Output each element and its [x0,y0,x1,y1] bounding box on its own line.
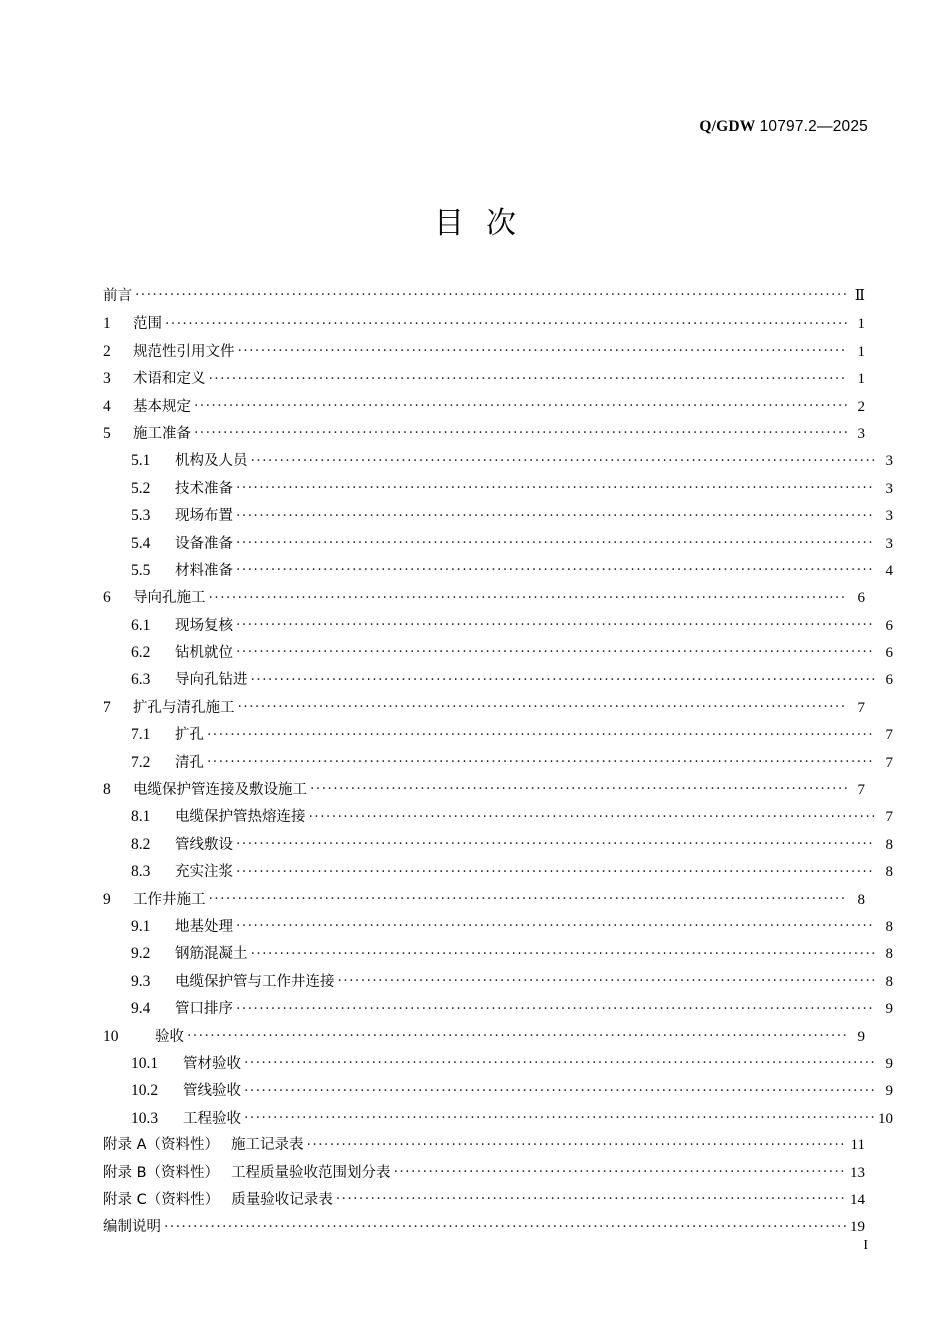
toc-entry-page-number: 7 [885,809,893,826]
toc-entry-number: 1 [103,315,111,333]
toc-entry[interactable] [103,447,893,474]
table-of-contents [103,283,893,1242]
toc-entry-page-number: 6 [857,590,865,607]
toc-entry-label: 验收 [155,1028,184,1045]
toc-entry[interactable] [103,502,893,529]
toc-entry-label: 导向孔施工 [133,590,206,607]
dot-leader [194,395,847,411]
toc-entry[interactable] [103,365,865,392]
toc-entry-label: 术语和定义 [133,371,206,388]
toc-entry-number: 5.2 [131,479,151,497]
toc-entry-number: 3 [103,370,111,388]
toc-entry-number: 10 [103,1027,119,1045]
toc-entry-label: 电缆保护管热熔连接 [175,809,306,826]
dot-leader [236,642,875,658]
toc-entry-page-number: 9 [885,1001,893,1018]
dot-leader [209,587,848,603]
toc-entry-number: 9.1 [131,917,151,935]
toc-entry[interactable] [103,831,893,858]
toc-entry-page-number: 9 [885,1055,893,1072]
toc-entry[interactable] [103,584,865,611]
dot-leader [244,1080,875,1096]
toc-entry-label: 工程验收 [183,1110,241,1127]
toc-entry-label: 施工准备 [133,425,191,442]
toc-entry-label: 钢筋混凝土 [175,946,248,963]
toc-entry[interactable] [103,612,893,639]
toc-entry-label: 规范性引用文件 [133,343,235,360]
toc-entry-page-number: 9 [857,1028,865,1045]
dot-leader [209,368,848,384]
toc-entry-page-number: 11 [850,1137,865,1154]
toc-entry[interactable] [103,721,893,748]
toc-entry-label: 扩孔 [175,727,204,744]
toc-entry-page-number: 8 [885,836,893,853]
dot-leader [236,505,875,521]
toc-entry[interactable] [103,749,893,776]
dot-leader [236,998,875,1014]
toc-entry-page-number: 3 [885,535,893,552]
dot-leader [236,861,875,877]
toc-entry[interactable] [103,310,865,337]
toc-entry-page-number: 19 [850,1219,865,1236]
toc-entry[interactable] [103,968,893,995]
toc-entry-label: 基本规定 [133,398,191,415]
toc-entry[interactable] [103,995,893,1022]
toc-entry-page-number: 7 [885,754,893,771]
toc-entry-label: 电缆保护管连接及敷设施工 [133,782,307,799]
dot-leader [394,1161,847,1177]
toc-entry-number: 10.1 [131,1054,159,1072]
toc-entry-number: 4 [103,397,111,415]
toc-entry-page-number: 2 [857,398,865,415]
dot-leader [207,751,875,767]
dot-leader [338,970,876,986]
toc-entry-label: 管线敷设 [175,836,233,853]
toc-entry-number: 9 [103,890,111,908]
dot-leader [135,285,847,301]
toc-entry-number: 9.3 [131,972,151,990]
toc-entry-page-number: 7 [885,727,893,744]
toc-entry[interactable] [103,1077,893,1104]
toc-entry[interactable] [103,803,893,830]
toc-entry-page-number: 1 [857,316,865,333]
toc-entry-number: 8.3 [131,863,151,881]
toc-entry[interactable] [103,283,865,310]
toc-entry-page-number: 3 [857,425,865,442]
dot-leader [251,943,876,959]
toc-entry-label: 技术准备 [175,480,233,497]
toc-entry[interactable] [103,1023,865,1050]
toc-entry-number: 6.3 [131,671,151,689]
toc-entry-number: 2 [103,342,111,360]
toc-entry[interactable] [103,940,893,967]
dot-leader [238,340,848,356]
appendix-designation: 附录 B（资料性） [103,1164,220,1181]
toc-appendix-entry[interactable] [103,1187,865,1214]
toc-entry-page-number: 8 [857,891,865,908]
toc-entry-label: 导向孔钻进 [175,672,248,689]
toc-entry-page-number: 9 [885,1083,893,1100]
toc-entry-label: 管材验收 [183,1055,241,1072]
toc-entry[interactable] [103,639,893,666]
dot-leader [207,724,875,740]
toc-entry[interactable] [103,694,865,721]
toc-entry[interactable] [103,1050,893,1077]
toc-entry-page-number: 4 [885,562,893,579]
toc-entry-label: 充实注浆 [175,864,233,881]
toc-entry[interactable] [103,557,893,584]
toc-entry[interactable] [103,338,865,365]
appendix-designation: 附录 C（资料性） [103,1191,220,1208]
toc-entry-page-number: 10 [878,1110,893,1127]
toc-entry-page-number: 3 [885,508,893,525]
dot-leader [164,1216,847,1232]
toc-entry-page-number: 7 [857,782,865,799]
toc-entry[interactable] [103,1105,893,1132]
toc-entry-number: 8 [103,781,111,799]
toc-entry-label: 工作井施工 [133,891,206,908]
toc-entry-label: 扩孔与清孔施工 [133,699,235,716]
dot-leader [236,477,875,493]
dot-leader [309,806,876,822]
toc-entry-page-number: 6 [885,672,893,689]
toc-entry-number: 10.2 [131,1082,159,1100]
dot-leader [236,833,875,849]
toc-entry-number: 8.2 [131,835,151,853]
toc-entry-number: 8.1 [131,808,151,826]
toc-appendix-entry[interactable] [103,1160,865,1187]
standard-prefix: Q/GDW [699,118,756,135]
toc-entry-number: 9.2 [131,945,151,963]
toc-entry-number: 7.2 [131,753,151,771]
page-title: 目次 [434,206,538,241]
toc-entry-label: 工程质量验收范围划分表 [231,1164,391,1181]
toc-entry-number: 7.1 [131,726,151,744]
toc-entry-number: 5.1 [131,452,151,470]
dot-leader [310,779,847,795]
toc-entry[interactable] [103,913,893,940]
dot-leader [236,614,875,630]
toc-entry-label: 材料准备 [175,562,233,579]
toc-entry-label: 管口排序 [175,1001,233,1018]
toc-entry-label: 范围 [133,316,162,333]
dot-leader [244,1107,875,1123]
toc-entry[interactable] [103,420,865,447]
toc-entry-label: 编制说明 [103,1219,161,1236]
toc-entry-number: 6.2 [131,644,151,662]
dot-leader [236,532,875,548]
toc-entry-number: 6.1 [131,616,151,634]
toc-entry-page-number: 3 [885,453,893,470]
standard-number: 10797.2—2025 [759,118,868,135]
toc-entry-page-number: 8 [885,918,893,935]
toc-entry-number: 5 [103,424,111,442]
toc-entry-page-number: 7 [857,699,865,716]
toc-entry-number: 5.3 [131,507,151,525]
toc-entry-label: 电缆保护管与工作井连接 [175,973,335,990]
toc-appendix-entry[interactable] [103,1132,865,1159]
toc-entry-label: 设备准备 [175,535,233,552]
toc-entry[interactable] [103,530,893,557]
toc-entry-page-number: 8 [885,946,893,963]
toc-entry[interactable] [103,776,865,803]
toc-entry[interactable] [103,858,893,885]
toc-entry-label: 现场布置 [175,508,233,525]
dot-leader [187,1025,847,1041]
toc-entry-page-number: 6 [885,617,893,634]
dot-leader [307,1134,847,1150]
toc-entry-number: 5.4 [131,534,151,552]
dot-leader [251,450,876,466]
dot-leader [251,669,876,685]
toc-entry-page-number: 6 [885,645,893,662]
toc-entry[interactable] [103,886,865,913]
dot-leader [209,888,848,904]
toc-entry-page-number: 14 [850,1191,865,1208]
dot-leader [236,915,875,931]
running-header [0,118,868,136]
toc-entry-page-number: 3 [885,480,893,497]
toc-entry-label: 地基处理 [175,918,233,935]
dot-leader [194,422,847,438]
toc-entry-number: 5.5 [131,561,151,579]
toc-entry-label: 机构及人员 [175,453,248,470]
toc-entry-label: 钻机就位 [175,645,233,662]
toc-entry-page-number: 1 [857,343,865,360]
page-folio: I [863,1238,868,1253]
toc-entry-label: 施工记录表 [231,1137,304,1154]
toc-entry-page-number: Ⅱ [854,288,865,304]
toc-entry-label: 管线验收 [183,1083,241,1100]
toc-entry-page-number: 1 [857,371,865,388]
toc-entry-label: 清孔 [175,754,204,771]
dot-leader [244,1052,875,1068]
toc-entry-number: 9.4 [131,1000,151,1018]
toc-entry-page-number: 13 [850,1164,865,1181]
toc-entry-label: 质量验收记录表 [231,1191,333,1208]
toc-entry[interactable] [103,393,865,420]
toc-entry-number: 7 [103,698,111,716]
dot-leader [236,559,875,575]
dot-leader [165,313,847,329]
toc-entry-label: 前言 [103,288,132,304]
toc-entry[interactable] [103,475,893,502]
toc-entry-page-number: 8 [885,864,893,881]
dot-leader [336,1188,847,1204]
appendix-designation: 附录 A（资料性） [103,1137,220,1154]
toc-entry-number: 10.3 [131,1109,159,1127]
toc-entry-number: 6 [103,589,111,607]
toc-entry-label: 现场复核 [175,617,233,634]
dot-leader [238,696,848,712]
toc-entry[interactable] [103,666,893,693]
toc-entry-page-number: 8 [885,973,893,990]
